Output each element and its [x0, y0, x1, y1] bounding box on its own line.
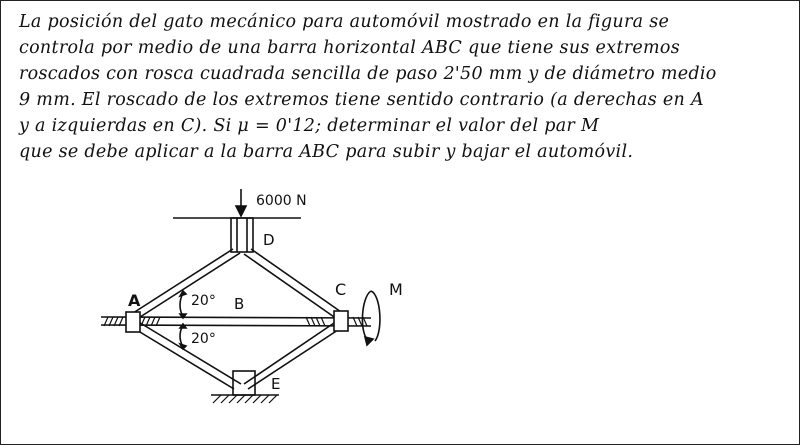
label-d: D — [263, 231, 275, 249]
bar-abc-top — [101, 317, 371, 318]
scissor-jack-figure — [1, 1, 799, 444]
label-e: E — [271, 375, 281, 393]
label-c: C — [335, 280, 347, 299]
link-dc-inner — [244, 254, 337, 319]
nut-c — [334, 311, 348, 331]
label-a: A — [128, 291, 141, 310]
nut-a — [126, 312, 140, 332]
link-ad-inner — [137, 253, 240, 319]
block-e — [233, 371, 255, 395]
problem-line-4: 9 mm. El roscado de los extremos tiene sentido contrario (a derechas en A — [19, 90, 704, 110]
label-b: B — [234, 295, 245, 313]
problem-line-6: que se debe aplicar a la barra ABC para subir y bajar el automóvil. — [19, 142, 634, 162]
angle-label-lower: 20° — [191, 331, 216, 347]
problem-line-2: controla por medio de una barra horizontal ABC que tiene sus extremos — [19, 38, 681, 58]
link-ad-outer — [130, 249, 233, 315]
moment-arrow-head — [365, 337, 373, 345]
moment-arrow — [362, 291, 371, 341]
link-dc-outer — [251, 249, 347, 314]
link-ae-outer — [130, 326, 234, 389]
label-m: M — [389, 280, 403, 299]
ground-hatch — [213, 395, 277, 403]
angle-label-upper: 20° — [191, 293, 216, 309]
problem-line-3: roscados con rosca cuadrada sencilla de paso 2'50 mm y de diámetro medio — [19, 64, 717, 84]
load-label: 6000 N — [256, 193, 307, 209]
link-ec-inner — [244, 321, 337, 384]
load-arrow-head — [236, 206, 246, 216]
problem-line-5: y a izquierdas en C). Si μ = 0'12; determinar el valor del par M — [19, 116, 600, 136]
problem-line-1: La posición del gato mecánico para automóvil mostrado en la figura se — [19, 12, 670, 32]
block-d — [231, 218, 253, 252]
link-ec-outer — [248, 326, 344, 389]
link-ae-inner — [137, 321, 241, 384]
